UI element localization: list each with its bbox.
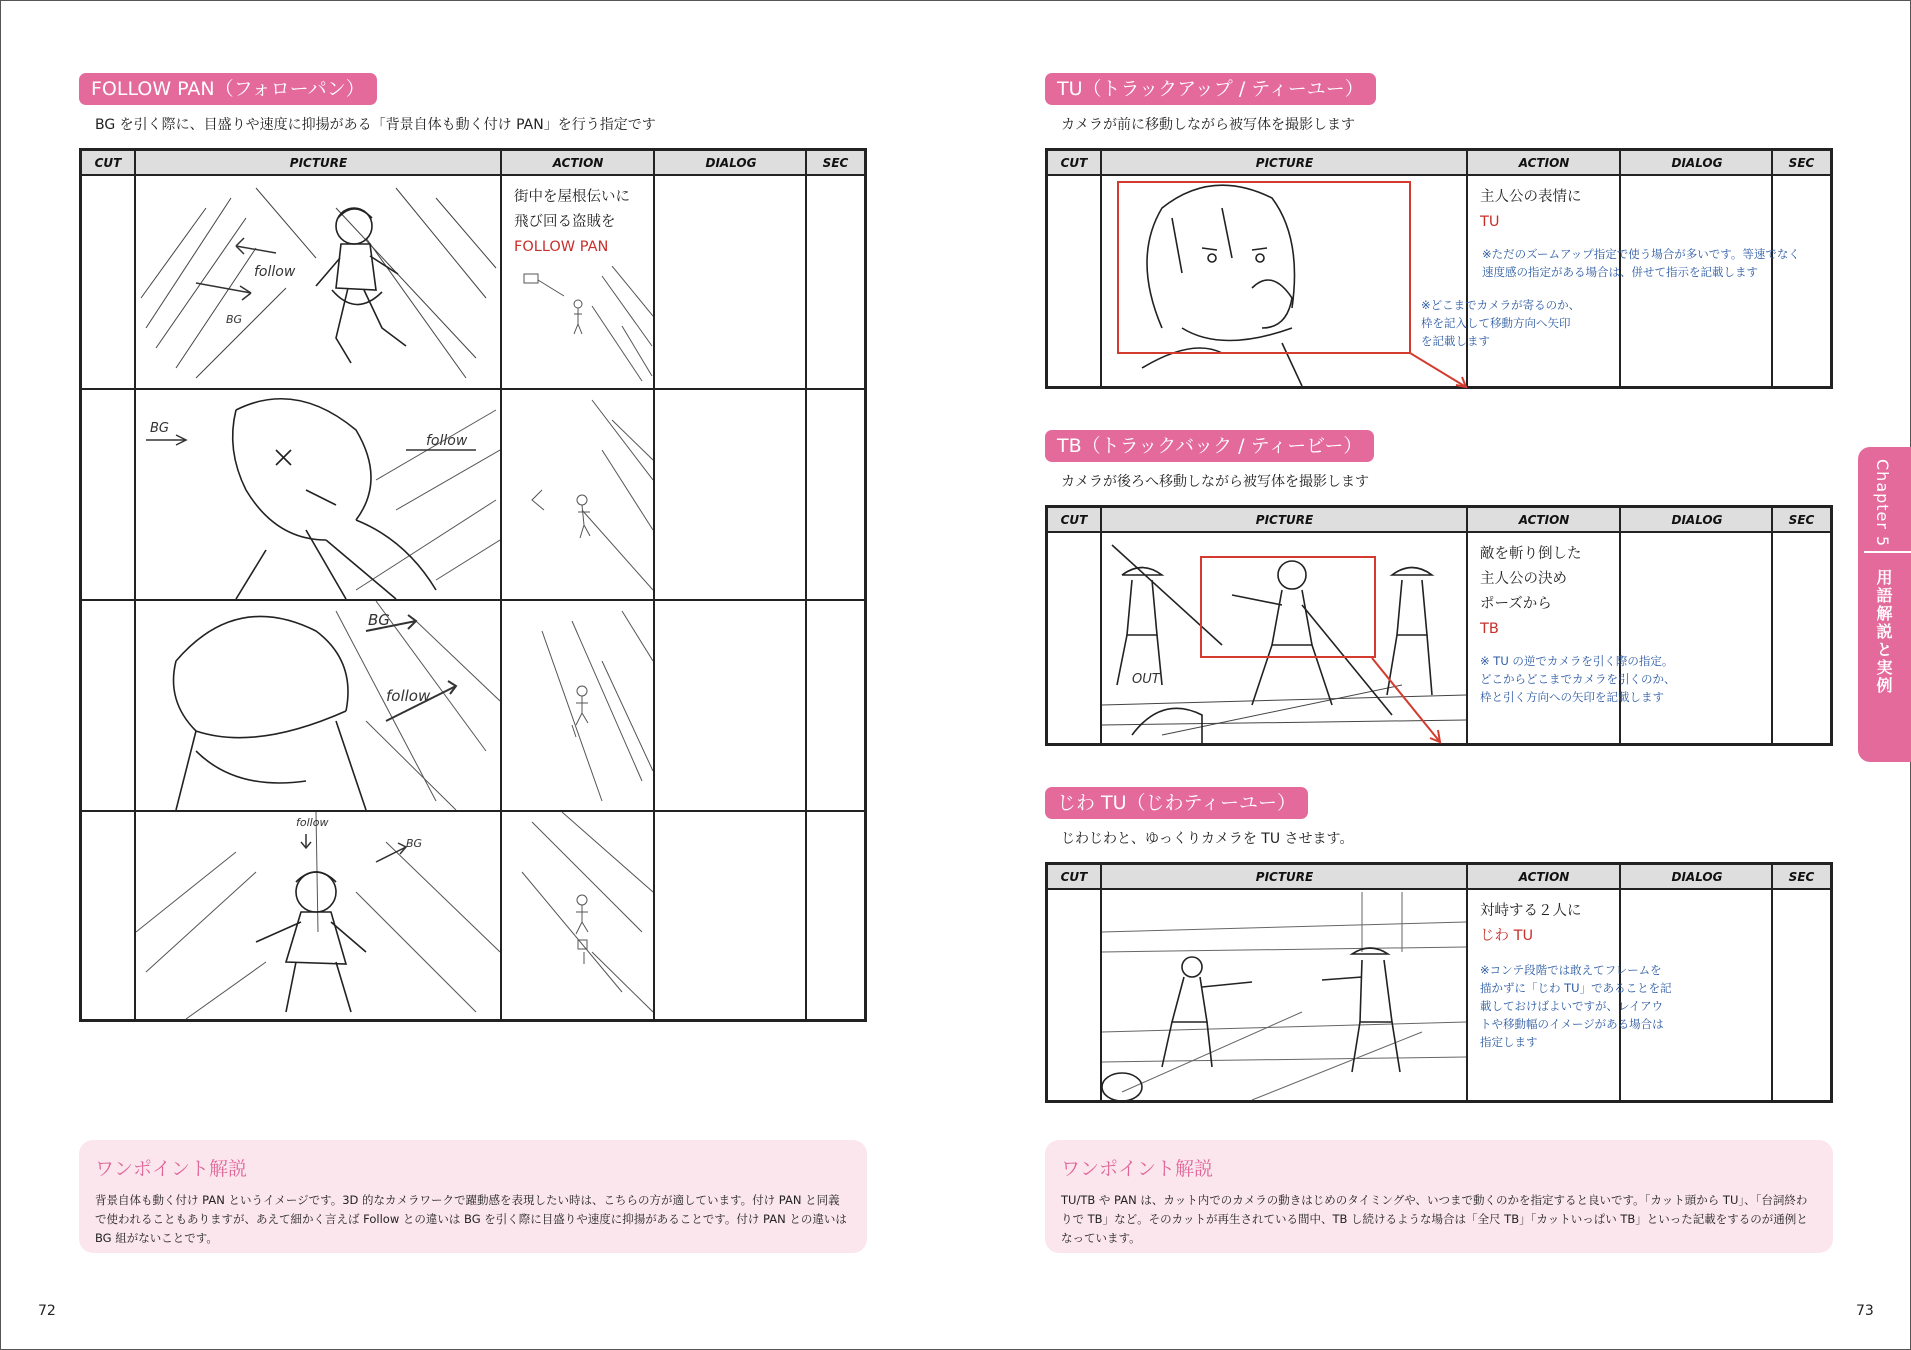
follow-pan-description: BG を引く際に、目盛りや速度に抑揚がある「背景自体も動く付け PAN」を行う指定です [95, 117, 656, 133]
header-action: ACTION [1518, 156, 1570, 170]
tb-arrow [1368, 656, 1448, 748]
jiwa-tu-action-red: じわ TU [1480, 928, 1534, 944]
sketch-thief-closeup [136, 390, 500, 599]
action-text-line-1: 街中を屋根伝いに [514, 189, 630, 205]
sketch-thief-from-behind [136, 601, 500, 810]
tb-start-frame [1200, 556, 1376, 658]
sketch-label-bg-2: BG [150, 421, 169, 436]
header-dialog: DIALOG [1671, 513, 1723, 527]
tb-action-line-3: ポーズから [1480, 596, 1552, 612]
tb-note-line-2: どこからどこまでカメラを引くのか、 [1480, 672, 1676, 686]
jiwa-tu-note-line-1: ※コンテ段階では敢えてフレームを [1480, 963, 1662, 977]
header-dialog: DIALOG [1671, 156, 1723, 170]
header-sec: SEC [822, 156, 849, 170]
header-action: ACTION [552, 156, 604, 170]
page-number-right: 73 [1856, 1303, 1874, 1319]
sketch-gunslinger-standoff [1102, 892, 1466, 1100]
tu-action-line-1: 主人公の表情に [1480, 189, 1582, 205]
sketch-thief-running [136, 178, 500, 388]
header-cut: CUT [1060, 513, 1088, 527]
header-picture: PICTURE [1255, 156, 1314, 170]
chapter-name: 用語解説と実例 [1874, 569, 1893, 695]
tu-storyboard [1045, 148, 1833, 389]
header-sec: SEC [1788, 156, 1815, 170]
tb-action-line-2: 主人公の決め [1480, 571, 1567, 587]
action-sketch-3 [502, 601, 653, 810]
header-cut: CUT [94, 156, 122, 170]
tb-description: カメラが後ろへ移動しながら被写体を撮影します [1061, 474, 1369, 490]
sketch-label-out: OUT [1132, 672, 1160, 687]
action-sketch-2 [502, 390, 653, 599]
sketch-label-follow-3: follow [386, 687, 431, 705]
sketch-label-bg: BG [226, 313, 243, 326]
header-dialog: DIALOG [1671, 870, 1723, 884]
action-text-line-2: 飛び回る盗賊を [514, 214, 616, 230]
tu-note-line-1: ※ただのズームアップ指定で使う場合が多いです。等速でなく [1482, 247, 1800, 261]
header-sec: SEC [1788, 870, 1815, 884]
jiwa-tu-action-line-1: 対峙する２人に [1480, 903, 1582, 919]
page-number-left: 72 [38, 1303, 56, 1319]
header-action: ACTION [1518, 870, 1570, 884]
header-cut: CUT [1060, 156, 1088, 170]
chapter-tab-divider [1864, 551, 1911, 553]
follow-pan-storyboard [79, 148, 867, 1022]
tu-description: カメラが前に移動しながら被写体を撮影します [1061, 117, 1355, 133]
onepoint-left-title: ワンポイント解説 [95, 1158, 248, 1180]
header-sec: SEC [1788, 513, 1815, 527]
onepoint-right-title: ワンポイント解説 [1061, 1158, 1214, 1180]
sketch-label-bg-4: BG [406, 837, 423, 850]
sketch-label-follow-4: follow [296, 816, 329, 829]
header-picture: PICTURE [1255, 870, 1314, 884]
jiwa-tu-title: じわ TU（じわティーユー） [1045, 787, 1308, 819]
sketch-thief-alley [136, 812, 500, 1019]
jiwa-tu-note-line-3: 載しておけばよいですが、レイアウ [1480, 999, 1664, 1013]
jiwa-tu-note-line-4: トや移動幅のイメージがある場合は [1480, 1017, 1664, 1031]
tu-note-line-2: 速度感の指定がある場合は、併せて指示を記載します [1482, 265, 1758, 279]
header-picture: PICTURE [289, 156, 348, 170]
jiwa-tu-note-line-2: 描かずに「じわ TU」であることを記 [1480, 981, 1672, 995]
action-sketch-1 [502, 266, 653, 386]
chapter-label: Chapter 5 [1873, 459, 1892, 548]
action-sketch-4 [502, 812, 653, 1019]
header-action: ACTION [1518, 513, 1570, 527]
tb-note-line-3: 枠と引く方向への矢印を記載します [1480, 690, 1664, 704]
tu-arrow [1410, 351, 1480, 391]
tu-note2-line-1: ※どこまでカメラが寄るのか、 [1421, 298, 1581, 312]
sketch-label-follow-2: follow [426, 433, 468, 449]
header-picture: PICTURE [1255, 513, 1314, 527]
tu-note2-line-3: を記載します [1421, 334, 1490, 348]
tb-action-line-1: 敵を斬り倒した [1480, 546, 1582, 562]
onepoint-left-body: 背景自体も動く付け PAN というイメージです。3D 的なカメラワークで躍動感を表現したい時は、こちらの方が適しています。付け PAN と同義で使われることもありますが、あえて細かく言えば Follow との違いは BG を引く際に目盛りや速度に抑揚があることです。付け PAN との違いは BG 組がないことです。 [95, 1193, 847, 1245]
chapter-tab[interactable] [1858, 447, 1911, 762]
header-cut: CUT [1060, 870, 1088, 884]
follow-pan-title: FOLLOW PAN（フォローパン） [79, 73, 377, 105]
jiwa-tu-description: じわじわと、ゆっくりカメラを TU させます。 [1061, 831, 1354, 847]
header-dialog: DIALOG [705, 156, 757, 170]
sketch-label-follow: follow [254, 264, 296, 280]
tb-title: TB（トラックバック / ティービー） [1045, 430, 1374, 462]
action-red-follow-pan: FOLLOW PAN [514, 239, 609, 255]
tb-note-line-1: ※ TU の逆でカメラを引く際の指定。 [1480, 654, 1674, 668]
tu-note2-line-2: 枠を記入して移動方向へ矢印 [1421, 316, 1571, 330]
tu-title: TU（トラックアップ / ティーユー） [1045, 73, 1376, 105]
tu-target-frame [1117, 181, 1411, 354]
onepoint-right [1045, 1140, 1833, 1253]
tb-action-red: TB [1480, 621, 1499, 637]
sketch-label-bg-3: BG [368, 611, 390, 629]
onepoint-right-body: TU/TB や PAN は、カット内でのカメラの動きはじめのタイミングや、いつまで動くのかを指定すると良いです。「カット頭から TU」、「台詞終わりで TB」など。そのカットが再生されている間中、TB し続けるような場合は「全尺 TB」「カットいっぱい TB」といった記載をするのが通例となっています。 [1061, 1193, 1808, 1245]
onepoint-left [79, 1140, 867, 1253]
tb-storyboard [1045, 505, 1833, 746]
jiwa-tu-storyboard [1045, 862, 1833, 1103]
jiwa-tu-note-line-5: 指定します [1480, 1035, 1538, 1049]
tu-action-red: TU [1480, 214, 1500, 230]
